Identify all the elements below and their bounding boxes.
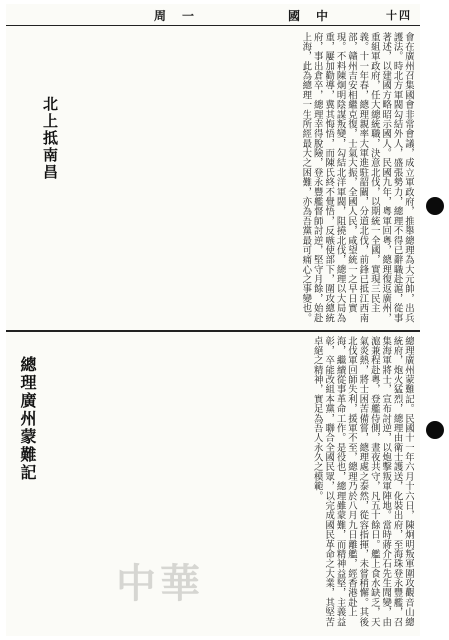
scan-margin [420,0,449,640]
page-header [6,4,420,26]
watermark-stamp: 中華 [116,560,204,607]
header-publication-label: 國 中 [288,9,331,23]
article-body-bottom: 總理廣州蒙難記。民國十一年六月十六日，陳炯明叛軍圍攻觀音山總統府，炮火猛烈，總理由衛士護送，化裝出府，至海珠登永豐艦，召集海軍將士，宣布討逆，以炮擊叛軍陣地。當時蔣介石先生聞變，由滬兼程赴粵，登艦侍側，晝夜共守，凡五十餘日。艦上食水缺乏，天氣炎熱，將士困苦備嘗，總理處之泰然，從容指揮，未嘗稍懈。其後北伐軍回師失利，援軍不至，總理乃於八月九日離艦，經香港赴上海，繼續從事革命工作。是役也，總理雖蒙難，而精神益堅，主義益彰，卒能改組本黨，聯合全國民眾，以完成國民革命之大業，其堅苦卓絕之精神，實足為吾人永久之模範。 [311,336,414,627]
article-body-top: 會在廣州召集國會非常會議，成立軍政府，推舉總理為大元帥，出兵護法。時北方軍閥勾結外人，盛張勢力，總理不得已辭職赴滬，從事著述，以建國方略昭示國人。民國九年，粵軍回粵，總理復返廣州，重組軍政府，任大總統職，決意北伐，以期統一全國，實現三民主義。十一年春，總理親率大軍進駐韶關，分道北伐，前鋒已抵江西南部，贛州吉安相繼克復，士氣大振，全國人民，咸望統一之早日實現。不料陳炯明陰謀叛變，勾結北洋軍閥，阻撓北伐，總理以大局為重，屢加勸導，冀其悔悟，而陳氏終不覺悟，反嗾使部下，圍攻總統府，事出倉卒，總理幸得脫險，登永豐艦督師討逆，堅守月餘，始赴上海，此為總理一生所經最大之困難，亦為吾黨最可痛心之事變也。 [300,32,414,323]
page-number: 十四 [386,9,412,22]
newspaper-page [6,4,420,636]
binding-hole [426,197,444,215]
article-title-top: 北上抵南昌 [41,96,59,181]
section-divider [6,330,420,332]
article-title-bottom: 總理廣州蒙難記 [18,356,37,482]
header-section-label: 周 一 [154,9,197,23]
binding-hole [426,421,444,439]
